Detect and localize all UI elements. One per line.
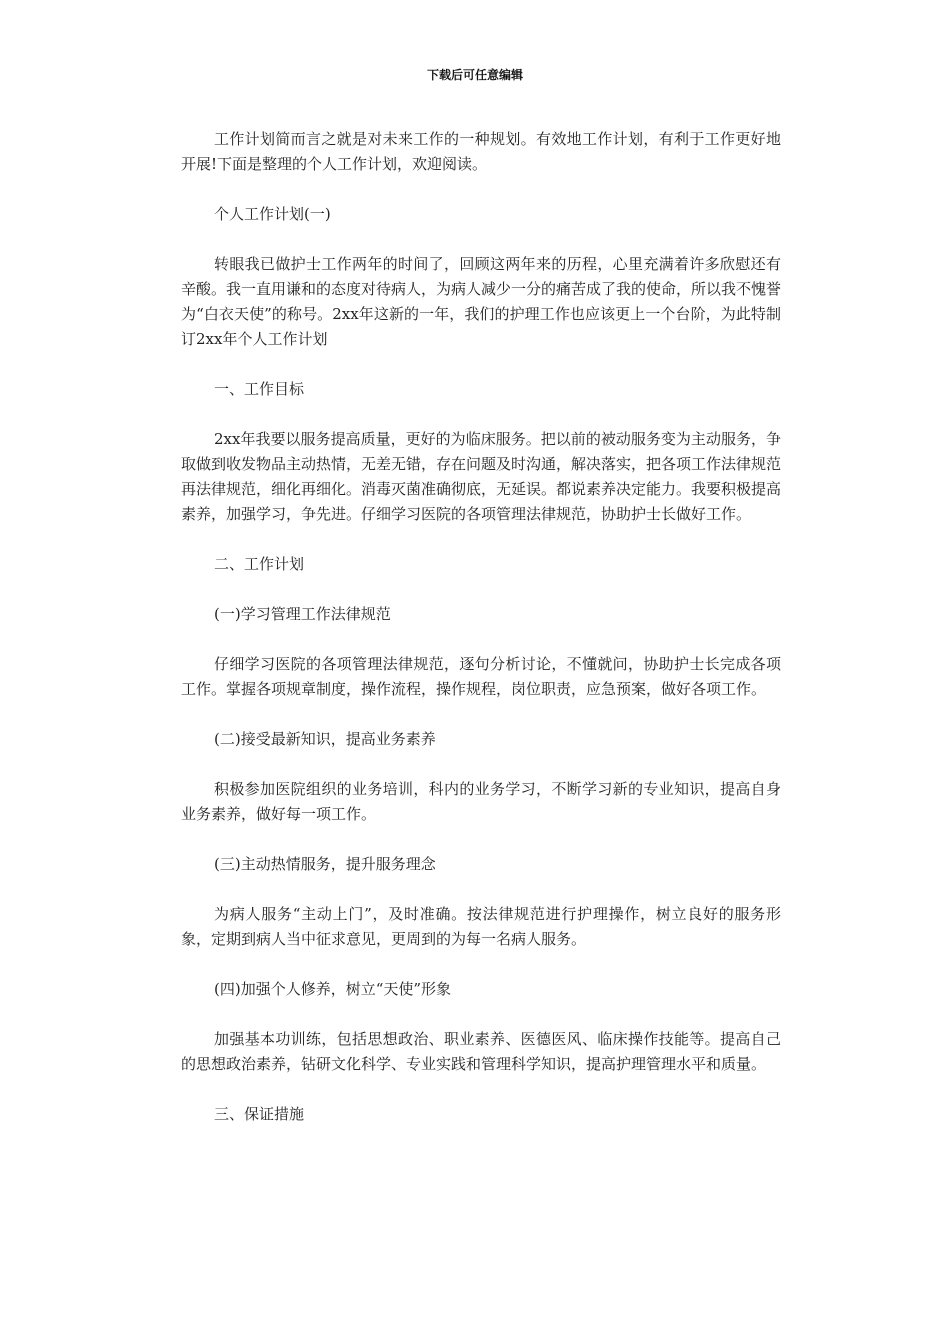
body-paragraph: 2xx年我要以服务提高质量，更好的为临床服务。把以前的被动服务变为主动服务，争取做到收发物品主动热情，无差无错，存在问题及时沟通，解决落实，把各项工作法律规范再法律规范，细化再细化。消毒灭菌准确彻底，无延误。都说素养决定能力。我要积极提高素养，加强学习，争先进。仔细学习医院的各项管理法律规范，协助护士长做好工作。 — [181, 430, 782, 523]
subsection-heading: (一)学习管理工作法律规范 — [214, 605, 391, 623]
body-paragraph: 积极参加医院组织的业务培训，科内的业务学习，不断学习新的专业知识，提高自身业务素养，做好每一项工作。 — [181, 780, 781, 823]
subsection-heading: (四)加强个人修养，树立“天使”形象 — [214, 980, 452, 998]
subsection-heading: (三)主动热情服务，提升服务理念 — [214, 855, 436, 873]
plan-title: 个人工作计划(一) — [214, 205, 331, 223]
subsection-heading: (二)接受最新知识，提高业务素养 — [214, 730, 436, 748]
document-body — [181, 127, 781, 1152]
body-paragraph: 仔细学习医院的各项管理法律规范，逐句分析讨论，不懂就问，协助护士长完成各项工作。掌握各项规章制度，操作流程，操作规程，岗位职责，应急预案，做好各项工作。 — [181, 655, 781, 698]
body-paragraph: 为病人服务“主动上门”，及时准确。按法律规范进行护理操作，树立良好的服务形象，定期到病人当中征求意见，更周到的为每一名病人服务。 — [181, 905, 781, 948]
section-heading-measures: 三、保证措施 — [214, 1105, 305, 1123]
body-paragraph: 加强基本功训练，包括思想政治、职业素养、医德医风、临床操作技能等。提高自己的思想政治素养，钻研文化科学、专业实践和管理科学知识，提高护理管理水平和质量。 — [181, 1030, 781, 1073]
intro-paragraph: 工作计划简而言之就是对未来工作的一种规划。有效地工作计划，有利于工作更好地开展!下面是整理的个人工作计划，欢迎阅读。 — [181, 130, 781, 173]
section-heading-plan: 二、工作计划 — [214, 555, 305, 573]
section-heading-goals: 一、工作目标 — [214, 380, 305, 398]
body-paragraph: 转眼我已做护士工作两年的时间了，回顾这两年来的历程，心里充满着许多欣慰还有辛酸。我一直用谦和的态度对待病人，为病人减少一分的痛苦成了我的使命，所以我不愧誉为“白衣天使”的称号。2xx年这新的一年，我们的护理工作也应该更上一个台阶，为此特制订2xx年个人工作计划 — [181, 255, 782, 348]
header-note: 下载后可任意编辑 — [426, 68, 523, 82]
